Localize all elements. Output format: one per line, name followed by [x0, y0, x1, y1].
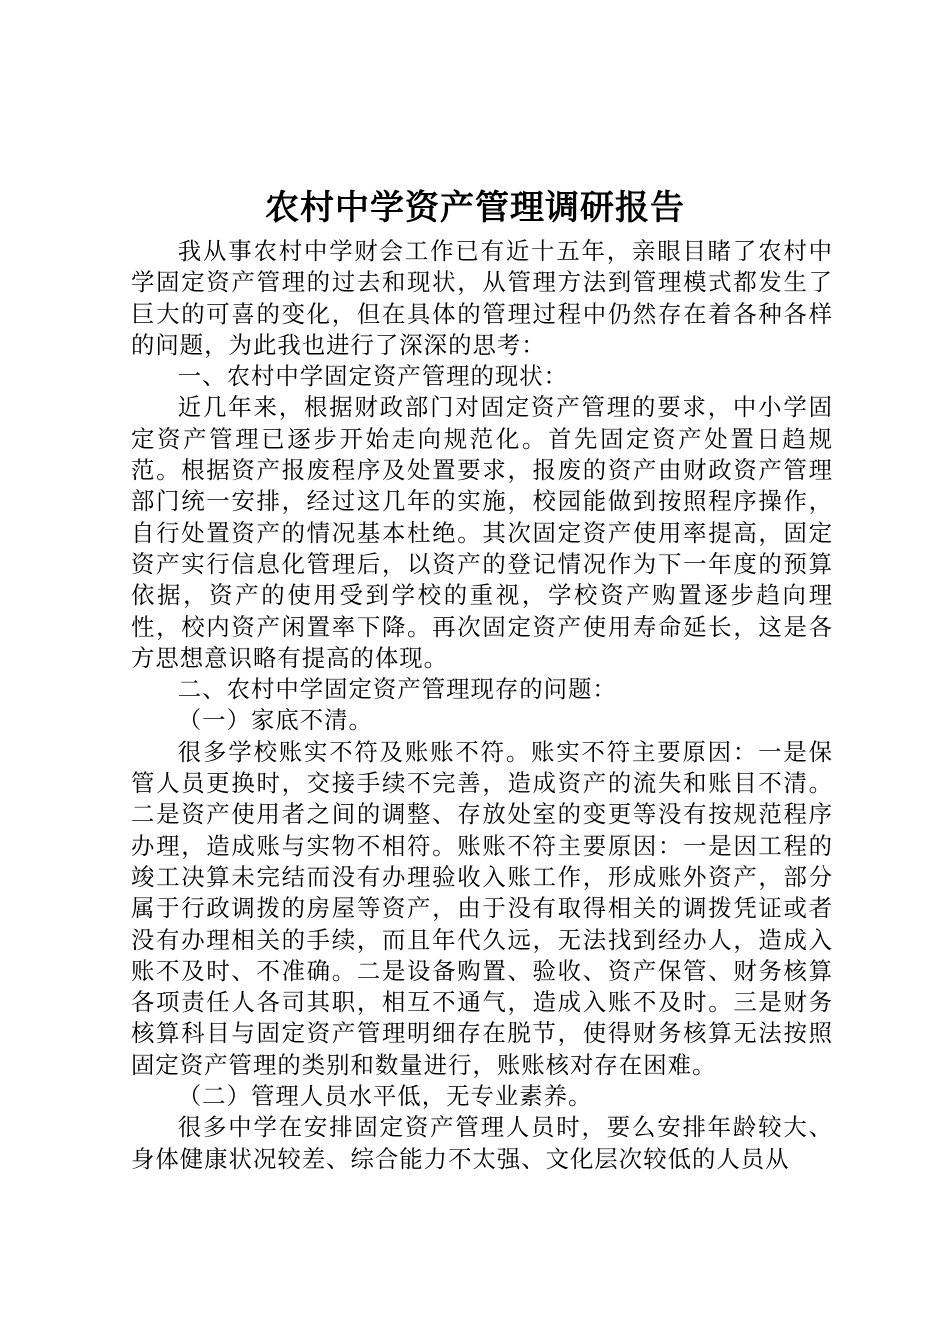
section-heading-2: 二、农村中学固定资产管理现存的问题： [177, 675, 617, 704]
subsection-heading-1: （一）家底不清。 [177, 706, 373, 735]
document-title: 农村中学资产管理调研报告 [265, 188, 685, 228]
paragraph-intro: 我从事农村中学财会工作已有近十五年，亲眼目睹了农村中学固定资产管理的过去和现状，从管理方法到管理模式都发生了巨大的可喜的变化，但在具体的管理过程中仍然存在着各种各样的问题，为此我也进行了深深的思考： [131, 237, 833, 359]
subsection-heading-2: （二）管理人员水平低，无专业素养。 [177, 1082, 593, 1111]
paragraph-current-status: 近几年来，根据财政部门对固定资产管理的要求，中小学固定资产管理已逐步开始走向规范化。首先固定资产处置日趋规范。根据资产报废程序及处置要求，报废的资产由财政资产管理部门统一安排，经过这几年的实施，校园能做到按照程序操作，自行处置资产的情况基本杜绝。其次固定资产使用率提高，固定资产实行信息化管理后，以资产的登记情况作为下一年度的预算依据，资产的使用受到学校的重视，学校资产购置逐步趋向理性，校内资产闲置率下降。再次固定资产使用寿命延长，这是各方思想意识略有提高的体现。 [131, 393, 833, 672]
paragraph-unclear-assets: 很多学校账实不符及账账不符。账实不符主要原因：一是保管人员更换时，交接手续不完善，造成资产的流失和账目不清。二是资产使用者之间的调整、存放处室的变更等没有按规范程序办理，造成账与实物不相符。账账不符主要原因：一是因工程的竣工决算未完结而没有办理验收入账工作，形成账外资产，部分属于行政调拨的房屋等资产，由于没有取得相关的调拨凭证或者没有办理相关的手续，而且年代久远，无法找到经办人，造成入账不及时、不准确。二是设备购置、验收、资产保管、财务核算各项责任人各司其职，相互不通气，造成入账不及时。三是财务核算科目与固定资产管理明细存在脱节，使得财务核算无法按照固定资产管理的类别和数量进行，账账核对存在困难。 [131, 737, 833, 1079]
paragraph-staff-quality: 很多中学在安排固定资产管理人员时，要么安排年龄较大、身体健康状况较差、综合能力不太强、文化层次较低的人员从 [131, 1113, 833, 1173]
section-heading-1: 一、农村中学固定资产管理的现状： [177, 362, 569, 391]
document-body [131, 236, 833, 1175]
